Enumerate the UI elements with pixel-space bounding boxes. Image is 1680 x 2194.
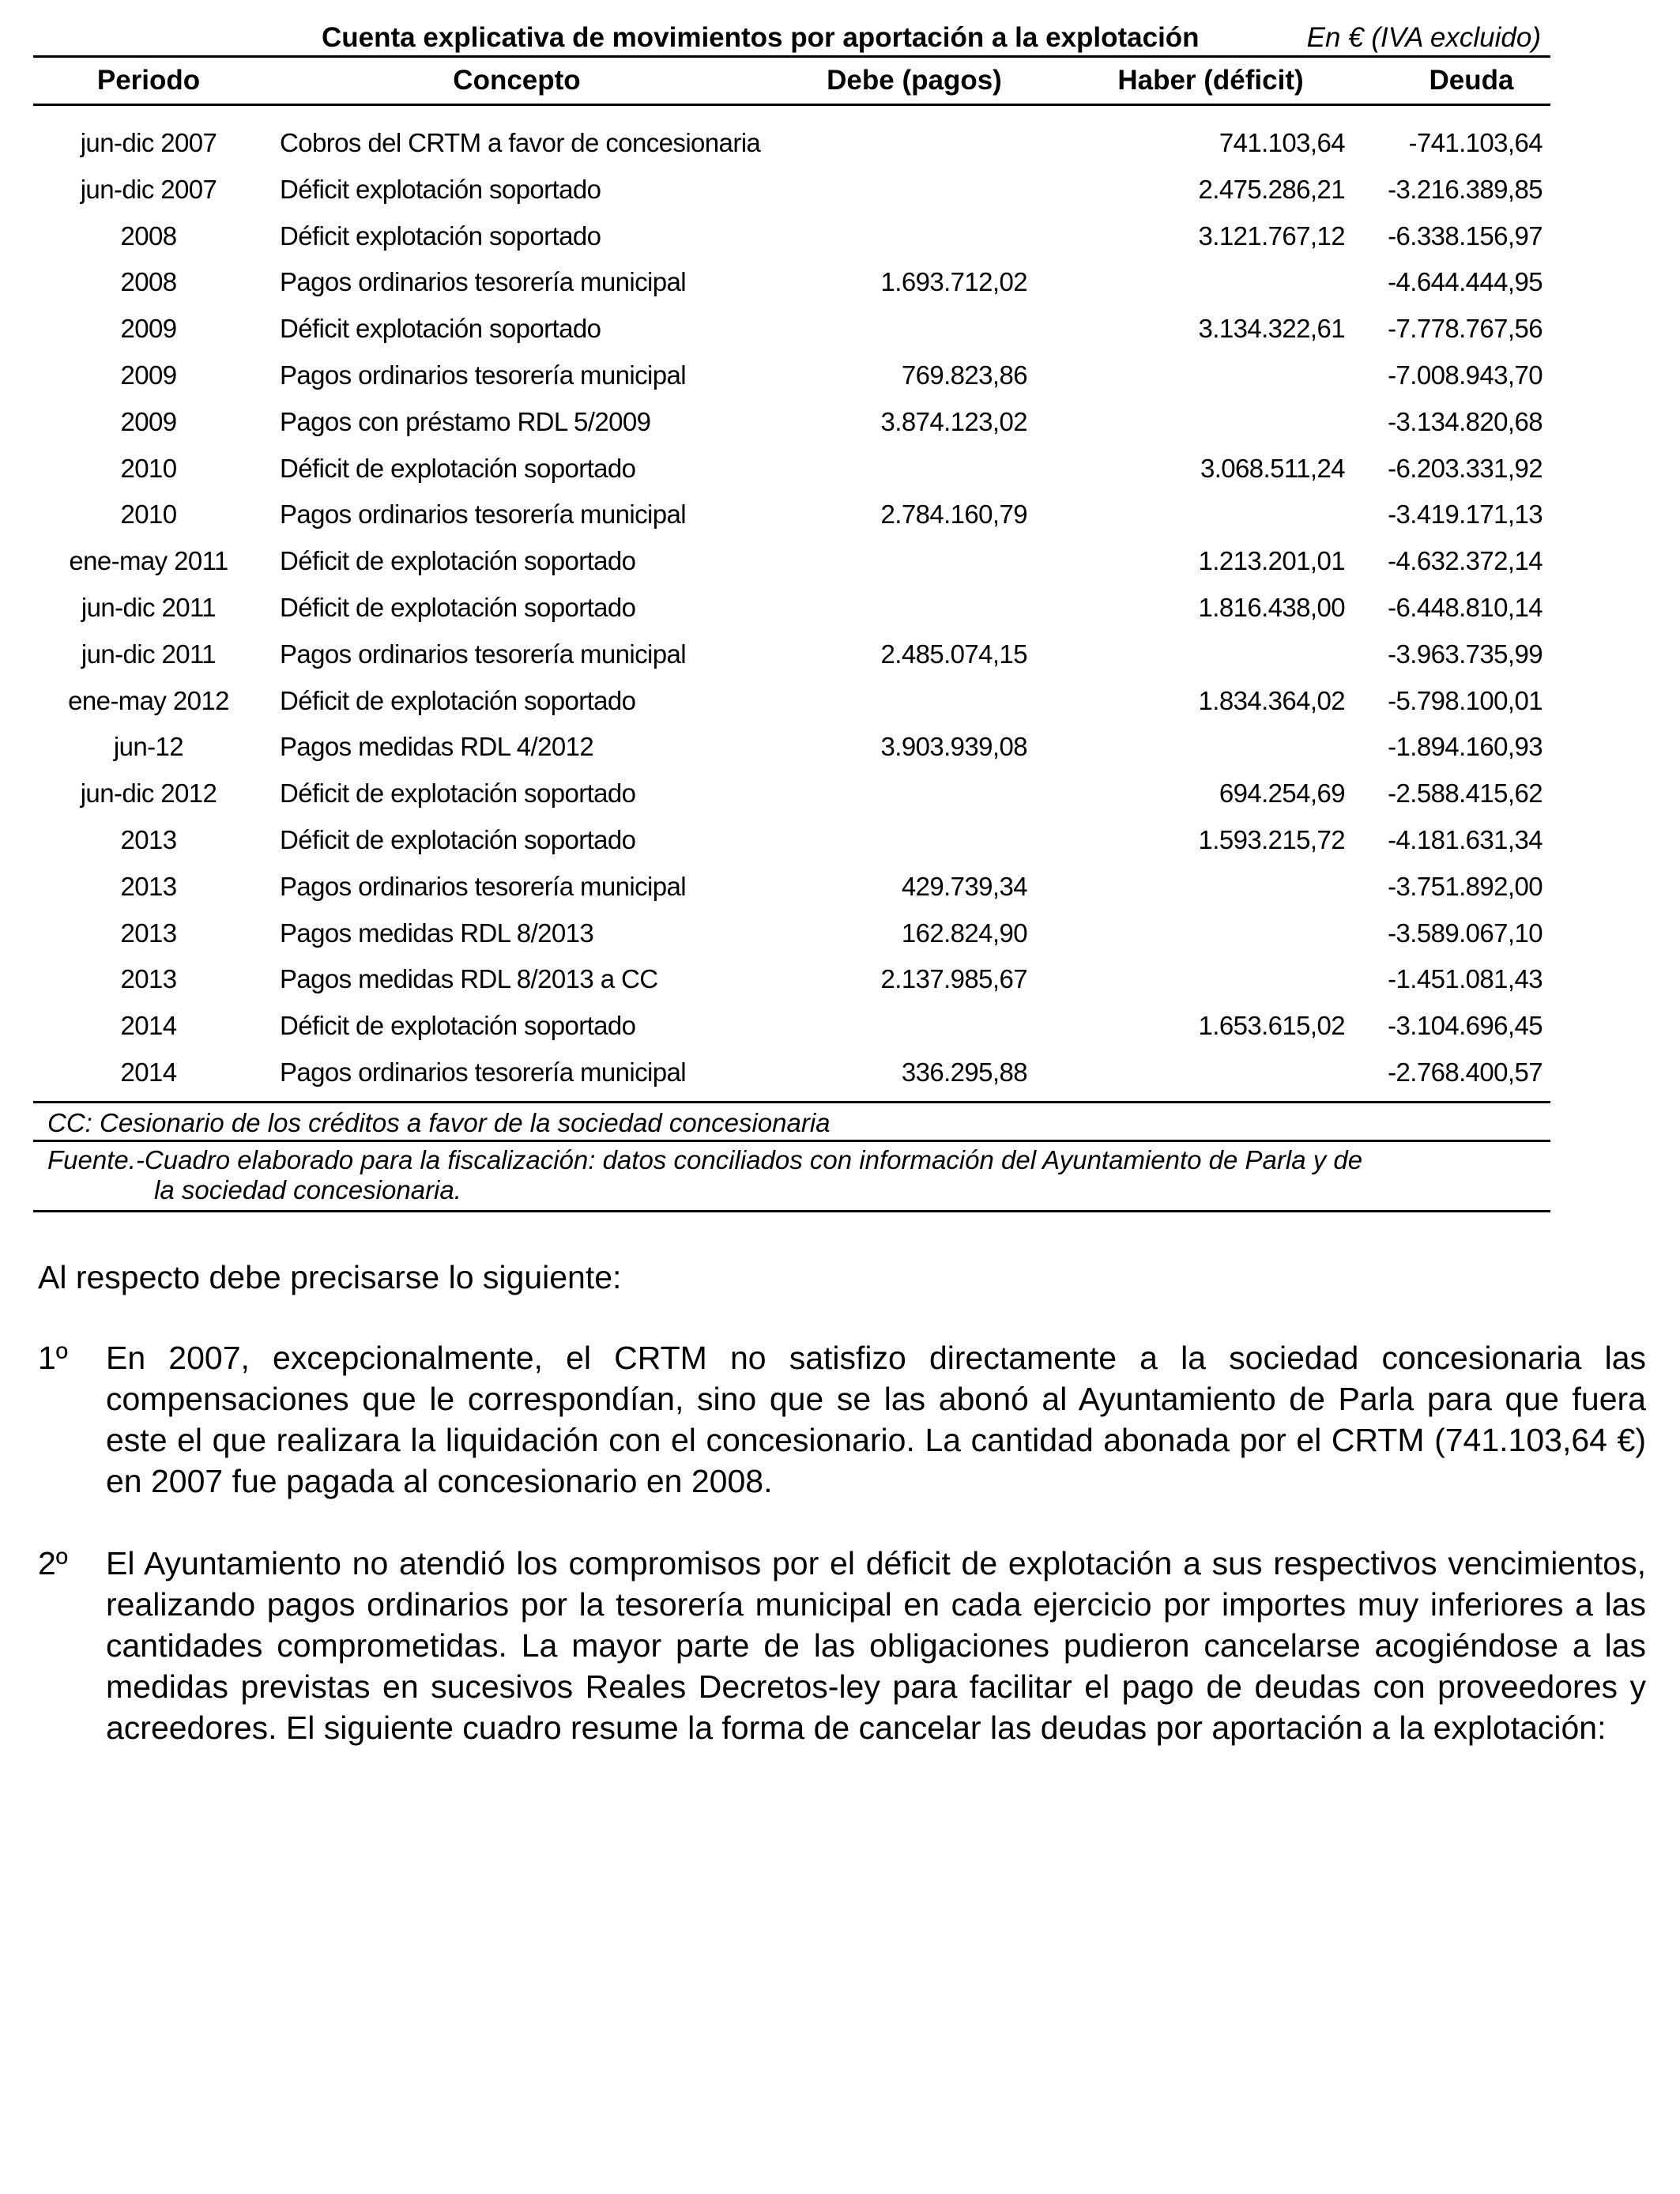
cell-concepto: Pagos ordinarios tesorería municipal <box>280 360 687 390</box>
cell-periodo: 2013 <box>120 964 177 994</box>
cell-deuda: -2.768.400,57 <box>1388 1057 1543 1087</box>
cell-concepto: Pagos medidas RDL 8/2013 <box>280 918 594 948</box>
cell-concepto: Pagos ordinarios tesorería municipal <box>280 1057 687 1087</box>
table-row <box>33 910 1550 957</box>
table-row <box>33 120 1550 167</box>
table-row <box>33 678 1550 725</box>
cell-haber: 2.475.286,21 <box>1198 174 1345 204</box>
header-deuda: Deuda <box>1429 65 1514 96</box>
cell-debe: 769.823,86 <box>901 360 1027 390</box>
cell-deuda: -6.338.156,97 <box>1388 221 1543 251</box>
cell-periodo: jun-dic 2011 <box>81 639 217 669</box>
table-row <box>33 631 1550 678</box>
cell-haber: 1.593.215,72 <box>1198 824 1345 854</box>
cell-debe: 2.485.074,15 <box>880 639 1027 669</box>
table-row <box>33 213 1550 260</box>
header-concepto: Concepto <box>453 65 581 96</box>
cell-periodo: 2014 <box>120 1011 177 1041</box>
cell-concepto: Déficit de explotación soportado <box>280 546 636 576</box>
cell-deuda: -3.104.696,45 <box>1388 1011 1543 1041</box>
cell-concepto: Déficit de explotación soportado <box>280 824 636 854</box>
cell-concepto: Déficit de explotación soportado <box>280 685 636 715</box>
cell-periodo: jun-dic 2012 <box>80 778 217 809</box>
cell-concepto: Déficit explotación soportado <box>280 314 601 344</box>
cell-periodo: 2009 <box>120 406 177 436</box>
cell-deuda: -3.134.820,68 <box>1388 406 1543 436</box>
cell-periodo: 2008 <box>120 267 177 297</box>
table-source-note <box>33 1142 1550 1210</box>
table-row <box>33 492 1550 538</box>
table-row <box>33 956 1550 1003</box>
cell-debe: 3.903.939,08 <box>880 732 1027 762</box>
cell-deuda: -6.448.810,14 <box>1388 592 1543 622</box>
cell-concepto: Pagos ordinarios tesorería municipal <box>280 639 687 669</box>
cell-periodo: 2014 <box>120 1057 177 1087</box>
paragraph-number: 2º <box>38 1545 68 1581</box>
cell-periodo: jun-dic 2011 <box>81 592 217 622</box>
cell-periodo: 2009 <box>120 314 177 344</box>
table-body <box>33 106 1550 1101</box>
table-row <box>33 538 1550 585</box>
cell-debe: 2.137.985,67 <box>880 964 1027 994</box>
cell-deuda: -3.216.389,85 <box>1388 174 1543 204</box>
cell-concepto: Déficit de explotación soportado <box>280 453 636 483</box>
cell-periodo: ene-may 2012 <box>68 685 229 715</box>
table-row <box>33 1050 1550 1096</box>
table-row <box>33 399 1550 446</box>
header-haber: Haber (déficit) <box>1117 65 1304 96</box>
paragraph-text: El Ayuntamiento no atendió los compromisos por el déficit de explotación a sus respectivos vencimientos, realizando pagos ordinarios por la tesorería municipal en cada ejercicio por importes muy inferiores a las cantidades comprometidas. La mayor parte de las obligaciones pudieron cancelarse acogiéndose a las medidas previstas en sucesivos Reales Decretos-ley para facilitar el pago de deudas con proveedores y acreedores. El siguiente cuadro resume la forma de cancelar las deudas por aportación a la explotación: <box>106 1545 1646 1746</box>
paragraph-number: 1º <box>38 1340 68 1376</box>
cell-haber: 3.068.511,24 <box>1200 453 1345 483</box>
cell-periodo: 2009 <box>120 360 177 390</box>
cell-deuda: -3.589.067,10 <box>1388 918 1543 948</box>
numbered-paragraph-2 <box>38 1543 1646 1748</box>
intro-paragraph: Al respecto debe precisarse lo siguiente: <box>38 1259 622 1295</box>
cell-debe: 1.693.712,02 <box>880 267 1027 297</box>
table-title: Cuenta explicativa de movimientos por aportación a la explotación <box>322 22 1200 53</box>
cell-haber: 1.816.438,00 <box>1198 592 1345 622</box>
table-header-row <box>33 58 1550 104</box>
cell-debe: 336.295,88 <box>901 1057 1027 1087</box>
cell-deuda: -7.008.943,70 <box>1388 360 1543 390</box>
cell-deuda: -3.419.171,13 <box>1388 499 1543 530</box>
cell-deuda: -4.632.372,14 <box>1388 546 1543 576</box>
cell-periodo: 2010 <box>120 453 177 483</box>
cell-concepto: Pagos medidas RDL 4/2012 <box>280 732 594 762</box>
cell-debe: 2.784.160,79 <box>880 499 1027 530</box>
cell-concepto: Pagos ordinarios tesorería municipal <box>280 267 687 297</box>
cell-haber: 3.134.322,61 <box>1198 314 1345 344</box>
cell-periodo: 2013 <box>120 871 177 901</box>
cell-periodo: 2013 <box>120 918 177 948</box>
cell-periodo: jun-dic 2007 <box>80 174 217 204</box>
header-debe: Debe (pagos) <box>827 65 1002 96</box>
cell-concepto: Déficit de explotación soportado <box>280 592 636 622</box>
cell-deuda: -1.894.160,93 <box>1388 732 1543 762</box>
cell-concepto: Pagos ordinarios tesorería municipal <box>280 871 687 901</box>
table-row <box>33 864 1550 910</box>
table-row <box>33 167 1550 213</box>
cell-concepto: Cobros del CRTM a favor de concesionaria <box>280 128 761 157</box>
table-row <box>33 259 1550 306</box>
table-row <box>33 446 1550 492</box>
cell-concepto: Pagos medidas RDL 8/2013 a CC <box>280 964 658 994</box>
cell-concepto: Pagos con préstamo RDL 5/2009 <box>280 406 651 436</box>
cell-periodo: 2013 <box>120 824 177 854</box>
cell-haber: 1.834.364,02 <box>1198 685 1345 715</box>
cell-deuda: -4.181.631,34 <box>1388 824 1543 854</box>
numbered-paragraph-1 <box>38 1337 1646 1502</box>
table-row <box>33 1003 1550 1050</box>
table-title-bar <box>33 17 1550 55</box>
source-line-1: Fuente.-Cuadro elaborado para la fiscalización: datos conciliados con información del Ayuntamiento de Parla y de <box>47 1144 1363 1174</box>
header-periodo: Periodo <box>96 65 201 96</box>
table-row <box>33 771 1550 817</box>
cell-deuda: -6.203.331,92 <box>1388 453 1543 483</box>
cell-haber: 1.653.615,02 <box>1198 1011 1345 1041</box>
cell-haber: 694.254,69 <box>1219 778 1345 809</box>
cell-debe: 3.874.123,02 <box>880 406 1027 436</box>
cell-deuda: -5.798.100,01 <box>1388 685 1543 715</box>
cell-concepto: Déficit de explotación soportado <box>280 778 636 809</box>
source-line-2: la sociedad concesionaria. <box>154 1174 461 1204</box>
cell-periodo: 2010 <box>120 499 177 530</box>
cell-deuda: -3.751.892,00 <box>1388 871 1543 901</box>
cell-concepto: Pagos ordinarios tesorería municipal <box>280 499 687 530</box>
table-unit: En € (IVA excluido) <box>1306 22 1541 53</box>
paragraph-text: En 2007, excepcionalmente, el CRTM no satisfizo directamente a la sociedad concesionaria las compensaciones que le correspondían, sino que se las abonó al Ayuntamiento de Parla para que fuera este el que realizara la liquidación con el concesionario. La cantidad abonada por el CRTM (741.103,64 €) en 2007 fue pagada al concesionario en 2008. <box>106 1340 1646 1499</box>
table-row <box>33 306 1550 352</box>
cell-haber: 1.213.201,01 <box>1198 546 1345 576</box>
cell-concepto: Déficit explotación soportado <box>280 221 601 251</box>
cell-periodo: 2008 <box>120 221 177 251</box>
table-note-cc: CC: Cesionario de los créditos a favor de la sociedad concesionaria <box>47 1107 831 1137</box>
body-text <box>38 1257 1646 1789</box>
table-row <box>33 352 1550 399</box>
cell-deuda: -4.644.444,95 <box>1388 267 1543 297</box>
table-row <box>33 585 1550 631</box>
cell-deuda: -2.588.415,62 <box>1388 778 1543 809</box>
cell-deuda: -3.963.735,99 <box>1388 639 1543 669</box>
cell-periodo: ene-may 2011 <box>69 546 228 576</box>
cell-deuda: -741.103,64 <box>1408 128 1543 157</box>
cell-debe: 429.739,34 <box>901 871 1027 901</box>
table-row <box>33 724 1550 771</box>
cell-deuda: -7.778.767,56 <box>1388 314 1543 344</box>
movements-table <box>33 17 1550 1212</box>
table-end-rule <box>33 1210 1550 1212</box>
table-row <box>33 817 1550 864</box>
cell-periodo: jun-12 <box>113 732 184 762</box>
cell-periodo: jun-dic 2007 <box>80 128 217 157</box>
cell-haber: 3.121.767,12 <box>1198 221 1345 251</box>
cell-deuda: -1.451.081,43 <box>1388 964 1543 994</box>
cell-debe: 162.824,90 <box>901 918 1027 948</box>
cell-concepto: Déficit explotación soportado <box>280 174 601 204</box>
cell-concepto: Déficit de explotación soportado <box>280 1011 636 1041</box>
cell-haber: 741.103,64 <box>1219 128 1345 157</box>
